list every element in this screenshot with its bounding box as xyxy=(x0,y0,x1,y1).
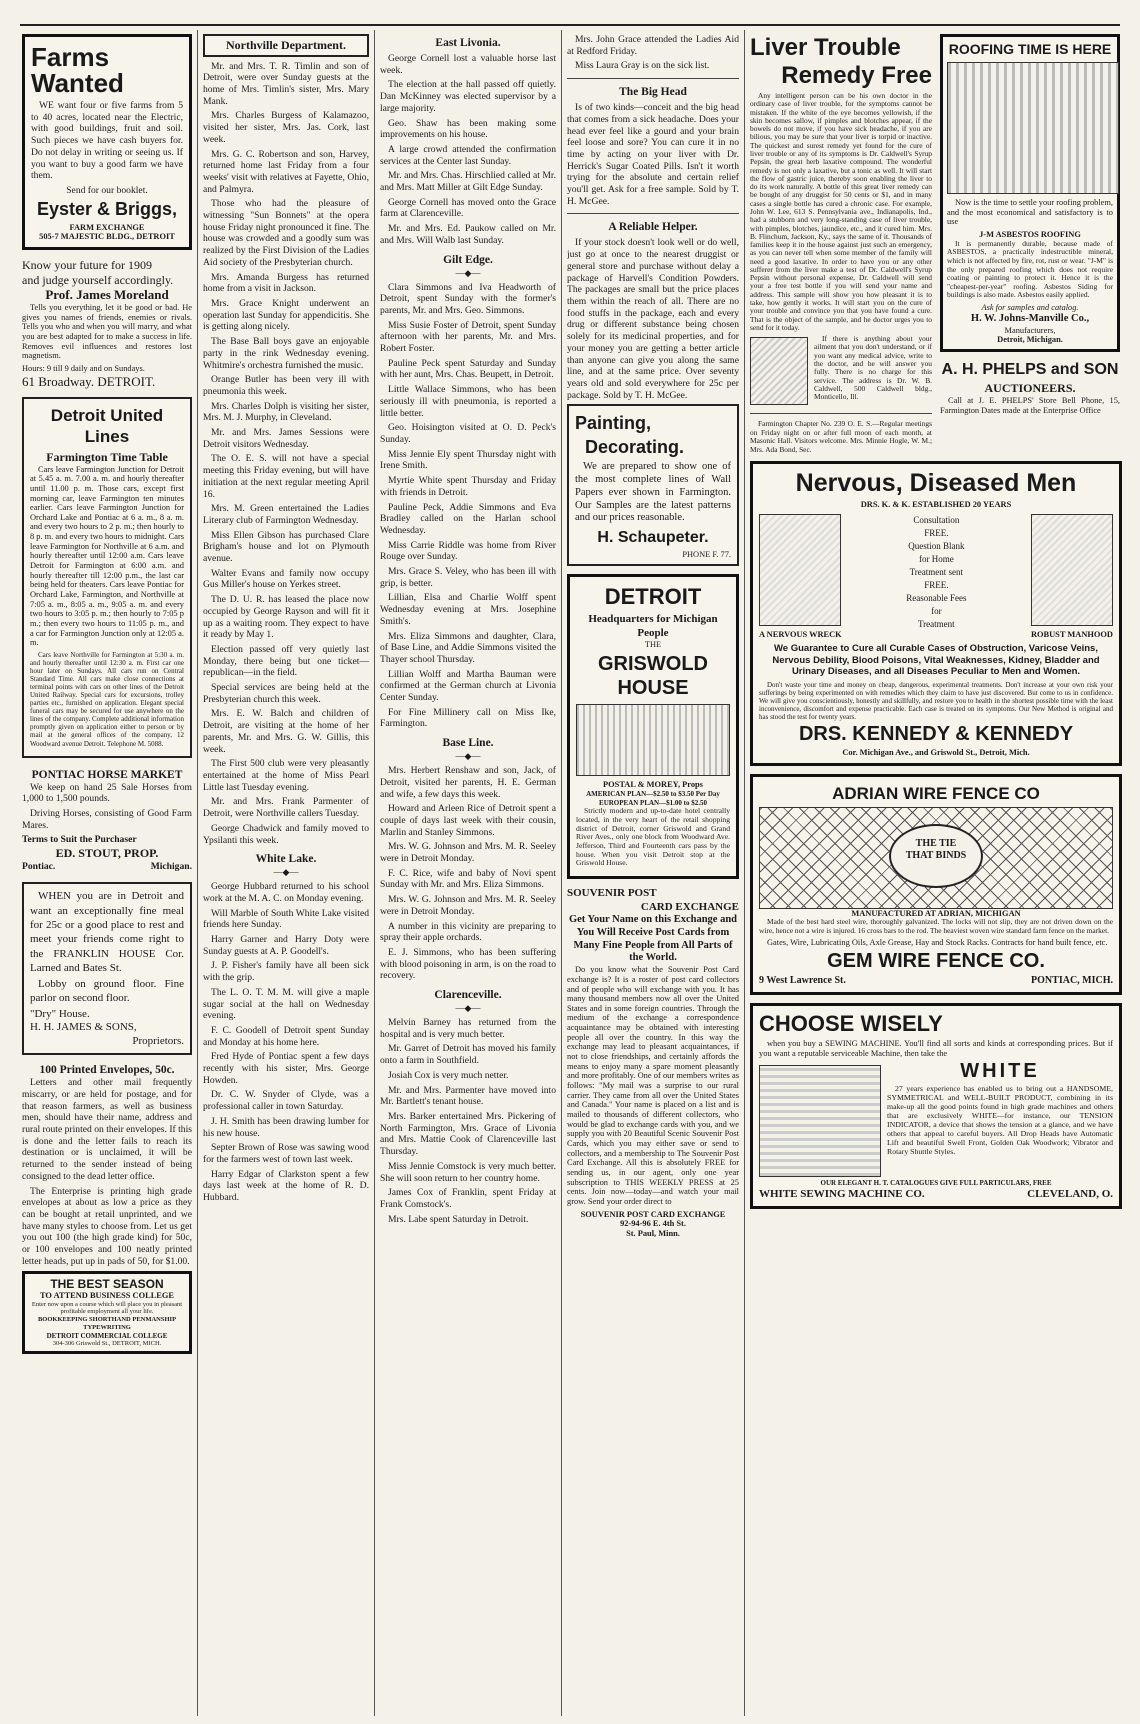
envelopes-ad xyxy=(22,1063,192,1267)
news-item: J. P. Fisher's family have all been sick with the grip. xyxy=(203,960,369,984)
detroit-united-lines-ad xyxy=(22,397,192,757)
column-divider-4 xyxy=(744,30,745,1716)
dinkus: —◆— xyxy=(455,1003,481,1014)
news-item: Septer Brown of Rose was sawing wood for the farmers west of town last week. xyxy=(203,1142,369,1165)
nervous-title: Nervous, Diseased Men xyxy=(795,469,1077,498)
fence-title: ADRIAN WIRE FENCE CO xyxy=(832,783,1040,803)
dul-small: Cars leave Northville for Farmington at 5:30 a. m. and hourly thereafter until 12:30 a. m. First car one hour later on Sundays. All cars run on Central Standard Time. All cars make close connections at terminal points with cars on other lines of the Detroit United Railway. Special cars for excursions, trolley parties etc., furnished on application. Elegant special funeral cars may be secured for use anywhere on the lines of the company. Complete additional information promptly given on application either to person or by mail at the general offices of the company, 12 Woodward avenue Detroit. Telephone M. 5088. xyxy=(30,651,184,748)
news-item: Mr. and Mrs. Parmenter have moved into Mr. Bartlett's tenant house. xyxy=(380,1084,556,1108)
fence-tie-1: THE TIE xyxy=(915,837,957,849)
news-item: Geo. Shaw has been making some improvements on his house. xyxy=(380,117,556,141)
fence-body: Made of the best hard steel wire, thoroughly galvanized. The locks will not slip, they are not driven down on the wire, hence not a wire is injured. 16 cross bars to the rod. The heaviest woven wire standard farm fence on the market. xyxy=(759,917,1113,935)
nervous-wreck-image xyxy=(759,514,841,626)
news-item: Mr. Garret of Detroit has moved his family onto a farm in Southfield. xyxy=(380,1043,556,1067)
news-item: Mrs. Charles Dolph is visiting her sister, Mrs. M. J. Murphy, in Cleveland. xyxy=(203,400,369,424)
phelps-body: Call at J. E. PHELPS' Store Bell Phone, 15, Farmington Dates made at the Enterprise Office xyxy=(940,395,1120,415)
news-item: Miss Carrie Riddle was home from River Rouge over Sunday. xyxy=(380,539,556,563)
news-item: Mrs. G. C. Robertson and son, Harvey, returned home last Friday from a four weeks' visit with relatives at Fayette, Ohio, and Palmyra. xyxy=(203,148,369,195)
roofing-city: Detroit, Michigan. xyxy=(997,335,1063,345)
souvenir-addr-1: 92-94-96 E. 4th St. xyxy=(620,1219,686,1229)
painting-body: We are prepared to show one of the most complete lines of Wall Papers ever shown in Farmington. Our Samples are the latest patterns and our prices reasonable. xyxy=(575,461,731,524)
news-item: Mrs. E. W. Balch and children of Detroit, are visiting at the home of her parents, Mr. and Mrs. G. W. Gillis, this week. xyxy=(203,708,369,755)
column-divider-2 xyxy=(374,30,375,1716)
griswold-house-ad xyxy=(567,574,739,879)
roofing-firm: H. W. Johns-Manville Co., xyxy=(970,312,1090,324)
painting-phone: PHONE F. 77. xyxy=(682,549,731,559)
roofing-brand: J-M ASBESTOS ROOFING xyxy=(979,230,1081,240)
griswold-name: GRISWOLD HOUSE xyxy=(598,652,708,700)
nervous-offer-list xyxy=(906,514,966,631)
nervous-guarantee: We Guarantee to Cure all Curable Cases of Obstruction, Varicose Veins, Nervous Debility, Blood Poisons, Vital Weaknesses, Kidney, Bladder and Urinary Diseases, and all Diseases Peculiar to Men and Women. xyxy=(772,643,1100,678)
news-item: Little Wallace Simmons, who has been seriously ill with pneumonia, is reported a little better. xyxy=(380,384,556,419)
horse-market-ad xyxy=(22,768,192,873)
east-livonia-heading: East Livonia. xyxy=(435,37,501,49)
news-item: The O. E. S. will not have a special meeting this Friday evening, but will have initiation at the next regular meeting April 16. xyxy=(203,453,369,500)
college-address: 304-306 Griswold St., DETROIT, MICH. xyxy=(52,1340,162,1348)
nervous-offer-line: Treatment xyxy=(918,619,955,630)
horse-place: Pontiac. xyxy=(22,860,56,872)
moreland-body: Tells you everything, let it be good or bad. He gives you names of friends, enemies or rivals. Tells you who and when you will marry, and what you are best adapted for to make a success in life. Removes evil influences and restores lost magnetism. xyxy=(22,303,192,361)
news-item: Lillian, Elsa and Charlie Wolff spent Wednesday evening at Mrs. Josephine Smith's. xyxy=(380,592,556,627)
nervous-offer-line: FREE. xyxy=(924,527,949,538)
news-item: Dr. C. W. Snyder of Clyde, was a professional caller in town Saturday. xyxy=(203,1089,369,1113)
souvenir-title-2: CARD EXCHANGE xyxy=(640,900,739,913)
farms-wanted-body: WE want four or five farms from 5 to 40 acres, located near the Electric, with good buildings, fruit and soil. Such pieces we have cash buyers for. Do not delay in writing or seeing us. If you want to buy a good farm we have them. xyxy=(31,100,183,182)
column-1 xyxy=(22,34,192,1716)
news-item: George Cornell has moved onto the Grace farm at Clarenceville. xyxy=(380,196,556,220)
franklin-owner: H. H. JAMES & SONS, xyxy=(30,1021,137,1034)
divider xyxy=(567,213,739,214)
dul-body: Cars leave Farmington Junction for Detroit at 5.45 a. m. 7.00 a. m. and hourly thereafter until 11.00 p. m. Those cars, except first morning car, leave Farmington ten minutes earlier. Cars leave Farmington Junction for Orchard Lake and Pontiac at 6 a. m., 8 a. m. and every two hours to 2 p. m.; then hourly to 8 p. m. and every two hours to midnight. Cars leave Farmington for Northville at 6 a.m. and hourly thereafter until 12:00 a.m. Cars leave Detroit for Farmington at 6:00 a.m. and hourly thereafter till 12:00 p.m., the last car being held for theaters. Cars leave Pontiac for Orchard Lake, Farmington, and Northville at 7:05 a. m., 8:05 a. m., 9:05 a. m. and every two hours to 3:05 p. m.; then hourly to 7:05 p m.; then every two hours to 11:05 p. m., and a car for Farmington Junction only at 12:05 a. m. xyxy=(30,464,184,648)
news-item: Lillian Wolff and Martha Bauman were confirmed at the German church at Livonia Center Sunday. xyxy=(380,668,556,704)
sewing-body-2: 27 years experience has enabled us to bring out a HANDSOME, SYMMETRICAL and WELL-BUILT PRODUCT, combining in its make-up all the good points found in high grade machines and others that are exclusively WHITE—for instance, our TENSION INDICATOR, a device that shows the tension at a glance, and we have others that appeal to careful buyers. All Drop Heads have Automatic Lift and beautiful Swell Front, Golden Oak Woodwork; Vibrator and Rotary Shuttle Styles. xyxy=(887,1084,1113,1157)
northville-items xyxy=(203,61,369,847)
nervous-caption-1: A NERVOUS WRECK xyxy=(759,629,842,639)
news-item: The election at the hall passed off quietly. Dan McKinney was elected supervisor by a large majority. xyxy=(380,79,556,114)
news-item: Mrs. M. Green entertained the Ladies Literary club of Farmington Wednesday. xyxy=(203,503,369,526)
doctor-portrait xyxy=(750,337,808,405)
dinkus: —◆— xyxy=(455,751,481,762)
moreland-line1: Know your future for 1909 xyxy=(22,257,152,272)
news-item: Mrs. Charles Burgess of Kalamazoo, visited her sister, Mrs. Jas. Cork, last week. xyxy=(203,110,369,145)
envelopes-body: Letters and other mail frequently miscarry, or are held for postage, and for that reason farmers, as well as business men, should have their name, address and rural route printed on their envelopes. If this is done and the letter fails to reach its destination or is unclaimed, it will be returned to the sender instead of being consigned to the dead letter office. xyxy=(22,1077,192,1182)
news-item: J. H. Smith has been drawing lumber for his new house. xyxy=(203,1115,369,1139)
news-item: A number in this vicinity are preparing to spray their apple orchards. xyxy=(380,920,556,944)
nervous-men-ad xyxy=(750,461,1122,766)
news-item: F. C. Goodell of Detroit spent Sunday and Monday at his home here. xyxy=(203,1024,369,1048)
news-item: Fred Hyde of Pontiac spent a few days recently with his sister, Mrs. George Howden. xyxy=(203,1051,369,1086)
base-line-heading: Base Line. xyxy=(442,737,494,750)
horse-firm: ED. STOUT, PROP. xyxy=(55,846,159,861)
reliable-helper-body: If your stock doesn't look well or do well, just go at once to the nearest druggist or general store and purchase without delay a package of Harvell's Condition Powders. The packages are small but the price places them within the reach of all. There are no food stuffs in the package, each and every drug or different substance being chosen solely for its medicinal properties, and for your money you are getting a better article than anyone can give you along the same line, and at the same price. Over seventy years old and sold everywhere for 25c per package. Sold by T. H. McGee. xyxy=(567,237,739,401)
college-courses: BOOKKEEPING SHORTHAND PENMANSHIP TYPEWRITING xyxy=(37,1315,177,1331)
news-item: Howard and Arleen Rice of Detroit spent a couple of days last week with their cousin, Marlin and Stanley Simmons. xyxy=(380,803,556,838)
horse-line2: Driving Horses, consisting of Good Farm Mares. xyxy=(22,808,192,831)
news-item: Miss Ellen Gibson has purchased Clare Brigham's house and lot on Plymouth avenue. xyxy=(203,529,369,565)
gilt-edge-items xyxy=(380,282,556,731)
nervous-offer-line: Reasonable Fees xyxy=(906,593,967,604)
college-name: DETROIT COMMERCIAL COLLEGE xyxy=(46,1331,168,1340)
souvenir-firm: SOUVENIR POST CARD EXCHANGE xyxy=(580,1209,726,1219)
dul-subtitle: Farmington Time Table xyxy=(46,449,168,464)
column-3 xyxy=(380,34,556,1716)
northville-header: Northville Department. xyxy=(226,38,346,52)
sewing-machine-ad xyxy=(750,1003,1122,1209)
base-line-items xyxy=(380,765,556,982)
franklin-body: WHEN you are in Detroit and want an exceptionally fine meal for 25c or a good place to rest and meet your friends come right to the FRANKLIN HOUSE Cor. Larned and Bates St. xyxy=(30,890,184,974)
news-item: Clara Simmons and Iva Headworth of Detroit, spent Sunday with the former's parents, Mr. and Mrs. Geo. Simmons. xyxy=(380,281,556,316)
news-item: Harry Garner and Harry Doty were Sunday guests at A. P. Goodell's. xyxy=(203,934,369,957)
phelps-title: A. H. PHELPS and SON xyxy=(941,360,1119,378)
nervous-sub: DRS. K. & K. ESTABLISHED 20 YEARS xyxy=(860,500,1012,510)
envelopes-title: 100 Printed Envelopes, 50c. xyxy=(39,1064,175,1077)
news-item: Will Marble of South White Lake visited friends here Sunday. xyxy=(203,907,369,931)
nervous-small: Don't waste your time and money on cheap, dangerous, experimental treatments. Don't increase at your own risk your sufferings by being experimented on with remedies which they claim to have just discovered. But come to us in confidence. We will give you conscientiously, honestly and skillfully, and restore you to health in the shortest possible time with the least inconvenience, discomfort and expense practicable. Each case is treated on its symptoms. Our New Method is original and has stood the test for twenty years. xyxy=(759,680,1113,722)
roofing-illustration xyxy=(947,62,1119,194)
nervous-offer-line: Treatment sent xyxy=(909,567,964,578)
business-college-ad xyxy=(22,1271,192,1355)
phelps-ad xyxy=(940,360,1120,415)
souvenir-sub: Get Your Name on this Exchange and You Will Receive Post Cards from Many Fine People from All Parts of the World. xyxy=(568,914,737,964)
news-item: Walter Evans and family now occupy Gus Miller's house on Yerkes street. xyxy=(203,567,369,591)
farms-wanted-address: 505-7 MAJESTIC BLDG., DETROIT xyxy=(39,232,175,242)
hotel-illustration xyxy=(576,704,730,776)
news-item: Those who had the pleasure of witnessing "Sun Bonnets" at the opera house Friday night pronounced it fine. The house was crowded and a goodly sum was realized by the First Division of the Ladies Aid society of the Presbyterian church. xyxy=(203,198,369,268)
news-item: E. J. Simmons, who has been suffering with blood poisoning in arm, is on the road to recovery. xyxy=(380,946,556,982)
nervous-offer-line: for xyxy=(931,606,942,617)
fence-body-2: Gates, Wire, Lubricating Oils, Axle Grease, Hay and Stock Racks. Contracts for hand built fence, etc. xyxy=(767,938,1108,948)
news-item: F. C. Rice, wife and baby of Novi spent Sunday with Mr. and Mrs. Eliza Simmons. xyxy=(380,867,556,891)
fence-city: PONTIAC, MICH. xyxy=(1031,974,1113,986)
farms-wanted-firm-sub: FARM EXCHANGE xyxy=(69,222,145,232)
news-item: Election passed off very quietly last Monday, there being but one ticket—republican—in the field. xyxy=(203,643,369,679)
college-line1: TO ATTEND BUSINESS COLLEGE xyxy=(40,1291,174,1301)
wire-fence-ad xyxy=(750,774,1122,995)
news-item: The Base Ball boys gave an enjoyable party in the rink Wednesday evening. Whitmire's orchestra furnished the music. xyxy=(203,336,369,371)
col4-top-item-2: Miss Laura Gray is on the sick list. xyxy=(575,60,710,72)
news-item: Mr. and Mrs. Frank Parmenter of Detroit, were Northville callers Tuesday. xyxy=(203,796,369,820)
nervous-offer-line: Question Blank xyxy=(908,540,965,551)
souvenir-addr-2: St. Paul, Minn. xyxy=(626,1228,680,1238)
painting-title-1: Painting, xyxy=(575,413,651,434)
souvenir-ad xyxy=(567,887,739,1238)
franklin-dry: "Dry" House. xyxy=(30,1008,90,1021)
news-item: James Cox of Franklin, spent Friday at Frank Comstock's. xyxy=(380,1187,556,1210)
news-item: Mrs. Eliza Simmons and daughter, Clara, of Base Line, and Addie Simmons visited the Thayer school Thursday. xyxy=(380,630,556,665)
sewing-city: CLEVELAND, O. xyxy=(1027,1187,1113,1200)
east-livonia-items xyxy=(380,53,556,247)
news-item: Miss Jennie Comstock is very much better. She will soon return to her country home. xyxy=(380,1160,556,1184)
painting-name: H. Schaupeter. xyxy=(597,529,709,547)
sewing-firm: WHITE SEWING MACHINE CO. xyxy=(759,1187,925,1200)
northville-header-box xyxy=(203,34,369,57)
sewing-body-1: when you buy a SEWING MACHINE. You'll find all sorts and kinds at corresponding prices. But if you want a reputable serviceable Machine, then take the xyxy=(759,1039,1113,1058)
phelps-sub: AUCTIONEERS. xyxy=(984,381,1076,396)
painting-title-2: Decorating. xyxy=(585,437,685,458)
news-item: Myrtie White spent Thursday and Friday with friends in Detroit. xyxy=(380,475,556,498)
news-item: Pauline Peck, Addie Simmons and Eva Bradley called on the Harlan school Wednesday. xyxy=(380,501,556,536)
liver-trouble-ad xyxy=(750,34,932,457)
souvenir-title-1: SOUVENIR POST xyxy=(567,887,657,900)
farms-wanted-heading: Farms Wanted xyxy=(31,42,124,98)
moreland-ad xyxy=(22,258,192,390)
nervous-offer-line: FREE. xyxy=(924,580,949,591)
news-item: Orange Butler has been very ill with pneumonia this week. xyxy=(203,374,369,397)
news-item: George Hubbard returned to his school work at the M. A. C. on Monday evening. xyxy=(203,881,369,904)
news-item: Mr. and Mrs. T. R. Timlin and son of Detroit, were over Sunday guests at the home of Mrs. Timlin's sister, Mrs. Mary Mank. xyxy=(203,60,369,107)
souvenir-body: Do you know what the Souvenir Post Card exchange is? It is a roster of post card collectors and of people who will exchange with you. It has many thousand members now all over the United States and in some foreign countries. Through the medium of the exchange a correspondence acquaintance may be obtained with interesting people all over the country. In this way the exchange may lead to pleasant acquaintances, if not to close friendships, and certainly affords the means to enjoy many a spare moment pleasantly and more profitably. One of our members writes as follows: "My mail was a surprise to our rural carrier. They came from all over the United States and Canada." Your name is placed on a list and is mailed to thousands of different collectors, who would be glad to exchange cards with you, and we supply you with 20 Beautiful Scenic Souvenir Post Cards, which you may either save or send to collectors, and a membership to The Souvenir Post Card Exchange. All this is absolutely FREE for sending us, in our agent, only one year subscription to THIS WEEKLY PRESS at 25 cents. Join now—today—and watch your mail grow. Send your order direct to xyxy=(567,965,739,1206)
college-body: Enter now upon a course which will place you in pleasant profitable employment all your life. xyxy=(31,1300,183,1316)
chapter-notice: Farmington Chapter No. 239 O. E. S.—Regular meetings on Friday night on or after full moon of each month, at Masonic Hall. Visitors welcome. Mrs. Minnie Hogle, W. M.; Mrs. Ada Bond, Sec. xyxy=(750,419,932,454)
fence-firm: GEM WIRE FENCE CO. xyxy=(827,949,1045,972)
news-item: The D. U. R. has leased the place now occupied by George Rayson and will fit it up as a waiting room. They expect to have it ready by May 1. xyxy=(203,594,369,641)
nervous-address: Cor. Michigan Ave., and Griswold St., Detroit, Mich. xyxy=(842,748,1030,758)
news-item: The First 500 club were very pleasantly entertained at the home of Miss Pearl Little last Tuesday evening. xyxy=(203,758,369,793)
nervous-firm: DRS. KENNEDY & KENNEDY xyxy=(798,723,1074,746)
news-item: Miss Jennie Ely spent Thursday night with Irene Smith. xyxy=(380,448,556,472)
news-item: Mr. and Mrs. Chas. Hirschlied called at Mr. and Mrs. Matt Miller at Gilt Edge Sunday. xyxy=(380,170,556,194)
fence-illustration xyxy=(759,807,1113,909)
nervous-caption-2: ROBUST MANHOOD xyxy=(1030,629,1113,639)
griswold-body: Strictly modern and up-to-date hotel centrally located, in the very heart of the retail shopping district of Detroit, corner Griswold and Grand River Aves., only one block from Woodward Ave. Jefferson, Third and Fourteenth cars pass by the house. When you visit Detroit stop at the Griswold House. xyxy=(576,806,730,868)
white-lake-heading: White Lake. xyxy=(255,853,317,866)
news-item: Mrs. W. G. Johnson and Mrs. M. R. Seeley were in Detroit Monday. xyxy=(380,841,556,865)
news-item: Pauline Peck spent Saturday and Sunday with her aunt, Mrs. Chas. Beupett, in Detroit. xyxy=(380,357,556,381)
painting-ad xyxy=(567,404,739,566)
news-item: Mrs. Herbert Renshaw and son, Jack, of Detroit, visited her parents, H. E. German and wife, a few days this week. xyxy=(380,765,556,800)
news-item: Mrs. Barker entertained Mrs. Pickering of North Farmington, Mrs. Grace of Livonia and Mrs. Mattie Cook of Clarenceville last Thursday. xyxy=(380,1111,556,1158)
griswold-props: POSTAL & MOREY, Props xyxy=(603,780,703,790)
news-item: For Fine Millinery call on Miss Ike, Farmington. xyxy=(380,706,556,730)
news-item: Mrs. Amanda Burgess has returned home from a visit in Jackson. xyxy=(203,271,369,295)
news-item: Mrs. Grace Knight underwent an operation last Sunday for appendicitis. She is getting along nicely. xyxy=(203,297,369,333)
page-top-rule xyxy=(20,24,1120,26)
sewing-catalog: OUR ELEGANT H. T. CATALOGUES GIVE FULL PARTICULARS, FREE xyxy=(820,1179,1052,1188)
roofing-body-2: It is permanently durable, because made of ASBESTOS, a practically indestructible mineral, which is not affected by fire, rot, rust or wear. "J-M" is the only prepared roofing which does not require coating or painting to protect it. Hence it is the "cheapest-per-year" roofing. Asbestos Siding for buildings is also made. Asbestos easily applied. xyxy=(947,238,1113,300)
news-item: Mrs. W. G. Johnson and Mrs. M. R. Seeley were in Detroit Monday. xyxy=(380,894,556,917)
sewing-machine-illustration xyxy=(759,1065,881,1177)
column-4 xyxy=(567,34,739,1716)
liver-body-2: If there is anything about your ailment that you don't understand, or if you want any medical advice, write to the doctor, and he will answer you fully. There is no charge for this service. The address is Dr. W. B. Caldwell, 500 Caldwell bldg., Monticello, Ill. xyxy=(814,334,932,402)
horse-line1: We keep on hand 25 Sale Horses from 1,000 to 1,500 pounds. xyxy=(22,781,192,805)
moreland-line2: and judge yourself accordingly. xyxy=(22,272,174,287)
news-item: Mrs. Grace S. Veley, who has been ill with grip, is better. xyxy=(380,566,556,589)
robust-manhood-image xyxy=(1031,514,1113,626)
nervous-offer-line: Consultation xyxy=(913,514,960,525)
farms-wanted-ad xyxy=(22,34,192,250)
nervous-offer-line: for Home xyxy=(918,554,954,565)
horse-title: PONTIAC HORSE MARKET xyxy=(31,768,183,781)
fence-mfg: MANUFACTURED AT ADRIAN, MICHIGAN xyxy=(851,908,1021,918)
dinkus: —◆— xyxy=(273,867,299,878)
big-head-title: The Big Head xyxy=(619,86,687,99)
farms-wanted-cta: Send for our booklet. xyxy=(66,184,148,196)
clarenceville-items xyxy=(380,1017,556,1225)
column-2 xyxy=(203,34,369,1716)
moreland-name: Prof. James Moreland xyxy=(45,287,169,303)
moreland-address: 61 Broadway. DETROIT. xyxy=(22,373,156,389)
franklin-prop: Proprietors. xyxy=(132,1034,184,1047)
news-item: A large crowd attended the confirmation services at the Center last Sunday. xyxy=(380,143,556,167)
roofing-ad xyxy=(940,34,1120,352)
liver-body: Any intelligent person can be his own doctor in the ordinary case of liver trouble, for the symptoms cannot be mistaken. If the white of the eye becomes yellowish, if the skin becomes sallow, if pimples and blotches appear, if the bowels do not move, if you have sick headache, if you are bilious, you may be sure that your liver is torpid or inactive. The quickest and surest remedy yet found for the cure of liver trouble or any of its symptoms is Dr. Caldwell's Syrup Pepsin, the great herb laxative compound. The wonderful remedy is not only a laxative, but a tonic as well. It will start the flow of gastric juice, thereby soon enabling the liver to do its work naturally. A bottle of this great liver remedy can be bought of any druggist for 50 cents or $1, and in many cases a single bottle has cured a chronic case. For example, John W. Lee, 613 S. Pennsylvania ave., Indianapolis, Ind., had a stubborn and very long-standing case of liver trouble, with pimples, blotches, jaundice, etc., and it cured him. Mrs. B. Flinchum, Jackson, Ky., says the same of it. Thousands of families keep it in the house against just such an emergency, as you can never tell when some member of the family will need a good laxative. In order to have you or any other sufferer from the liver make a test of Dr. Caldwell's Syrup Pepsin without personal expense, Dr. Caldwell will send your a free test bottle if you will send your name and address. This sample will show you how pleasant it is to take, how gently it works. It will start you on the cure of your trouble and convince you that you have found a cure. That is the object of the sample, and he doctor urges you to send for it today. xyxy=(750,91,932,332)
news-item: Harry Edgar of Clarkston spent a few days last week at the home of R. D. Hubbard. xyxy=(203,1168,369,1204)
roofing-title: ROOFING TIME IS HERE xyxy=(948,41,1112,57)
news-item: Mr. and Mrs. James Sessions were Detroit visitors Wednesday. xyxy=(203,427,369,450)
news-item: Mr. and Mrs. Ed. Paukow called on Mr. and Mrs. Will Walb last Sunday. xyxy=(380,223,556,246)
liver-title-2: Remedy Free xyxy=(781,62,932,89)
farms-wanted-firm: Eyster & Briggs, xyxy=(36,198,178,219)
dinkus: —◆— xyxy=(455,267,481,278)
news-item: Geo. Hoisington visited at O. D. Peck's Sunday. xyxy=(380,422,556,445)
reliable-helper-title: A Reliable Helper. xyxy=(608,221,698,234)
big-head-body: Is of two kinds—conceit and the big head that comes from a sick headache. Does your head ever feel like a gourd and your brain feel loose and sore? You can cure it in no time by acting on your liver with Dr. Herrick's Sugar Coated Pills. Isn't it worth trying for the absolute and certain relief you'll get. Ask for a free sample. Sold by T. H. McGee. xyxy=(567,102,739,207)
franklin-house-ad xyxy=(22,882,192,1055)
horse-terms: Terms to Suit the Purchaser xyxy=(22,834,137,846)
fence-addr: 9 West Lawrence St. xyxy=(759,974,846,986)
griswold-the: THE xyxy=(644,640,662,650)
franklin-lobby: Lobby on ground floor. Fine parlor on second floor. xyxy=(30,978,184,1004)
divider xyxy=(567,78,739,79)
college-title: THE BEST SEASON xyxy=(50,1276,164,1291)
horse-state: Michigan. xyxy=(150,860,192,872)
news-item: Josiah Cox is very much netter. xyxy=(388,1069,509,1081)
griswold-rates: AMERICAN PLAN—$2.50 to $3.50 Per Day EUROPEAN PLAN—$1.00 to $2.50 xyxy=(586,790,720,807)
news-item: Miss Susie Foster of Detroit, spent Sunday afternoon with her parents, Mr. and Mrs. Robert Foster. xyxy=(380,319,556,355)
divider xyxy=(750,413,932,414)
roofing-body: Now is the time to settle your roofing problem, and the most economical and satisfactory is to use xyxy=(947,198,1113,227)
roofing-write: Ask for samples and catalog. xyxy=(981,303,1079,313)
envelopes-body2: The Enterprise is printing high grade envelopes at about as low a price as they can be bought at retail unprinted, and we have many styles to choose from. Let us get you out 100 (the high grade kind) for 50c, or 100 envelopes and 100 neatly printed letter heads, put up in pads of 50, for $1.00. xyxy=(22,1185,192,1267)
griswold-sub: Headquarters for Michigan People xyxy=(588,613,718,639)
moreland-hours: Hours: 9 till 9 daily and on Sundays. xyxy=(22,363,145,373)
white-lake-items xyxy=(203,881,369,1204)
news-item: George Chadwick and family moved to Ypsilanti this week. xyxy=(203,822,369,846)
griswold-title: DETROIT xyxy=(604,584,702,610)
news-item: The L. O. T. M. M. will give a maple sugar social at the hall on Wednesday evening. xyxy=(203,986,369,1022)
roofing-mfr: Manufacturers, xyxy=(1004,325,1056,335)
column-divider-3 xyxy=(561,30,562,1716)
news-item: Special services are being held at the Presbyterian church this week. xyxy=(203,682,369,705)
liver-title-1: Liver Trouble xyxy=(750,34,901,61)
gilt-edge-heading: Gilt Edge. xyxy=(443,253,493,266)
sewing-title: CHOOSE WISELY xyxy=(759,1011,943,1037)
dul-title: Detroit United Lines xyxy=(50,406,164,447)
column-divider-1 xyxy=(197,30,198,1716)
news-item: Melvin Barney has returned from the hospital and is very much better. xyxy=(380,1017,556,1040)
col4-top-item-1: Mrs. John Grace attended the Ladies Aid at Redford Friday. xyxy=(567,34,739,57)
news-item: Mrs. Labe spent Saturday in Detroit. xyxy=(388,1213,529,1225)
sewing-brand: WHITE xyxy=(960,1060,1040,1083)
clarenceville-heading: Clarenceville. xyxy=(434,989,502,1002)
fence-tie-2: THAT BINDS xyxy=(905,849,967,861)
column-5 xyxy=(750,34,1122,1716)
news-item: George Cornell lost a valuable horse last week. xyxy=(380,53,556,76)
